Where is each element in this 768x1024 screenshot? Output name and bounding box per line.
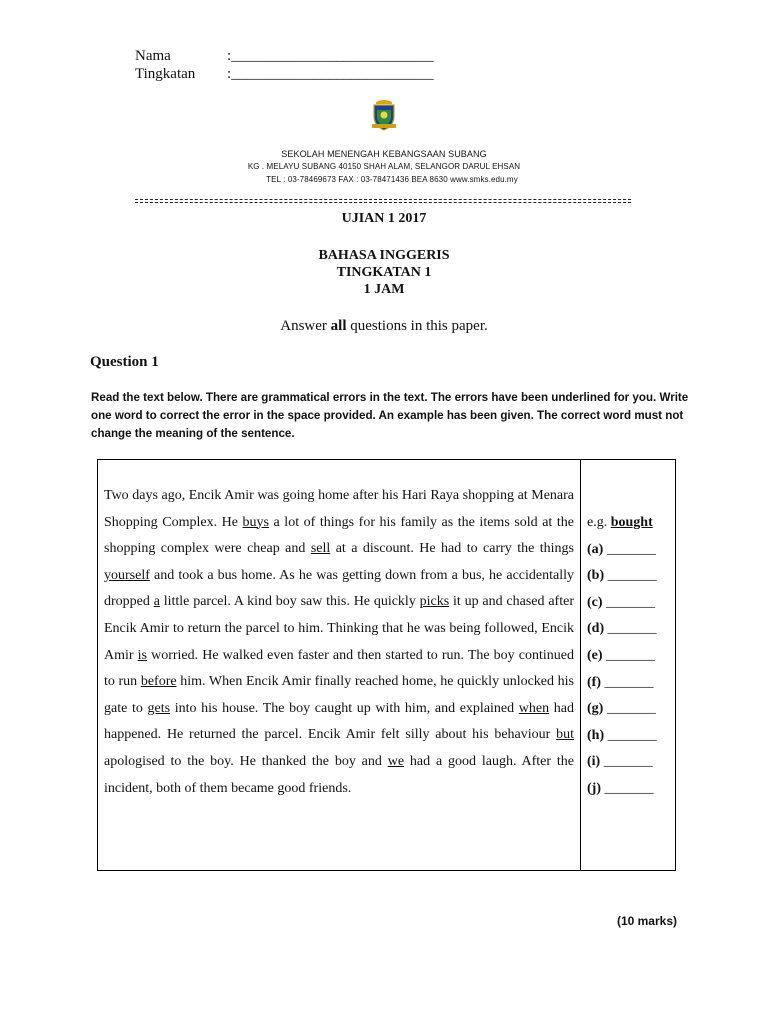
answer-label: (j) [587,780,601,796]
answer-row[interactable] [587,723,657,750]
answer-blank[interactable]: _______ [601,674,654,690]
answer-blank[interactable]: _______ [604,727,657,743]
column-separator [580,460,581,870]
example-answer: bought [610,515,653,530]
exam-form: TINGKATAN 1 [336,265,432,280]
instruction-bold: all [330,318,347,334]
instruction-post: questions in this paper. [346,318,488,334]
error-word: but [556,727,574,743]
question-title: Question 1 [90,354,159,370]
passage-segment: Two days ago, Encik Amir was going home after his Hari Raya shopping at Menara Shopping Complex. He [104,488,574,530]
answer-row[interactable] [587,537,657,564]
answer-label: (i) [587,754,601,770]
answer-blank[interactable]: _______ [603,701,656,717]
answer-row[interactable] [587,696,657,723]
error-word: buys [242,514,269,530]
answer-blank[interactable]: _______ [602,647,656,663]
school-address: KG . MELAYU SUBANG 40150 SHAH ALAM, SELANGOR DARUL EHSAN [247,162,521,171]
example-answer-row [587,510,657,537]
question-directions: Read the text below. There are grammatical errors in the text. The errors have been underlined for you. Write one word to correct the error in the space provided. An example has been given. The correct word must not change the meaning of the sentence. [91,391,689,440]
answer-row[interactable] [587,590,657,617]
answer-row[interactable] [587,563,657,590]
answer-blank[interactable]: _______ [600,754,653,770]
passage-text [104,483,574,802]
error-word: gets [147,700,171,716]
header-divider [135,199,631,203]
passage-segment: little parcel. A kind boy saw this. He quickly [159,594,420,610]
answer-blank[interactable]: _______ [602,594,656,610]
school-contact: TEL : 03-78469673 FAX : 03-78471436 BEA 8630 www.smks.edu.my [266,175,518,184]
passage-segment: and took a bus home. As he was getting down from a bus, he accidentally dropped [104,567,574,610]
answer-label: (e) [587,647,603,663]
answer-row[interactable] [587,670,657,697]
passage-segment: it up and chased after Encik Amir to return the parcel to him. Thinking that he was being followed, Encik Amir [104,594,574,663]
error-word: we [387,753,405,769]
answer-column [587,510,657,803]
passage-segment: at a discount. He had to carry the things [330,541,574,557]
answer-label: (h) [587,727,605,743]
answer-row[interactable] [587,776,657,803]
example-label: e.g. [587,515,611,530]
tingkatan-label: Tingkatan [135,66,196,82]
passage-segment: had happened. He returned the parcel. Encik Amir felt silly about his behaviour [104,700,574,743]
passage-segment: into his house. The boy caught up with him, and explained [170,700,519,716]
answer-blank[interactable]: _______ [603,541,656,557]
answer-row[interactable] [587,749,657,776]
passage-segment: a lot of things for his family as the items sold at the shopping complex were cheap and [104,514,574,557]
school-name: SEKOLAH MENENGAH KEBANGSAAN SUBANG [281,149,487,159]
tingkatan-field[interactable]: :___________________________ [227,66,434,82]
answer-row[interactable] [587,643,657,670]
exam-duration: 1 JAM [363,282,405,297]
passage-segment: had a good laugh. After the incident, both of them became good friends. [104,753,575,796]
error-word: sell [310,541,331,557]
answer-label: (g) [587,701,604,717]
passage-segment: apologised to the boy. He thanked the boy and [104,753,388,769]
answer-label: (d) [587,621,605,637]
exam-title: UJIAN 1 2017 [341,211,427,226]
answer-label: (b) [587,568,605,584]
marks-label: (10 marks) [616,914,677,928]
error-word: when [518,700,550,716]
nama-field[interactable]: :___________________________ [227,48,434,64]
error-word: yourself [104,567,150,583]
passage-segment: worried. He walked even faster and then started to run. The boy continued to run [104,647,574,690]
answer-label: (c) [587,594,603,610]
instruction-pre: Answer [280,318,331,334]
answer-blank[interactable]: _______ [604,621,657,637]
school-crest-icon [370,98,398,132]
nama-label: Nama [135,48,171,64]
answer-blank[interactable]: _______ [604,568,657,584]
exam-instruction [0,318,768,335]
error-word: is [137,647,147,663]
error-word: picks [419,594,450,610]
answer-label: (a) [587,541,604,557]
answer-row[interactable] [587,616,657,643]
error-word: a [153,594,160,610]
exam-subject: BAHASA INGGERIS [318,248,450,263]
answer-label: (f) [587,674,601,690]
passage-segment: him. When Encik Amir finally reached home, he quickly unlocked his gate to [104,674,574,716]
answer-blank[interactable]: _______ [601,780,654,796]
error-word: before [140,674,177,690]
